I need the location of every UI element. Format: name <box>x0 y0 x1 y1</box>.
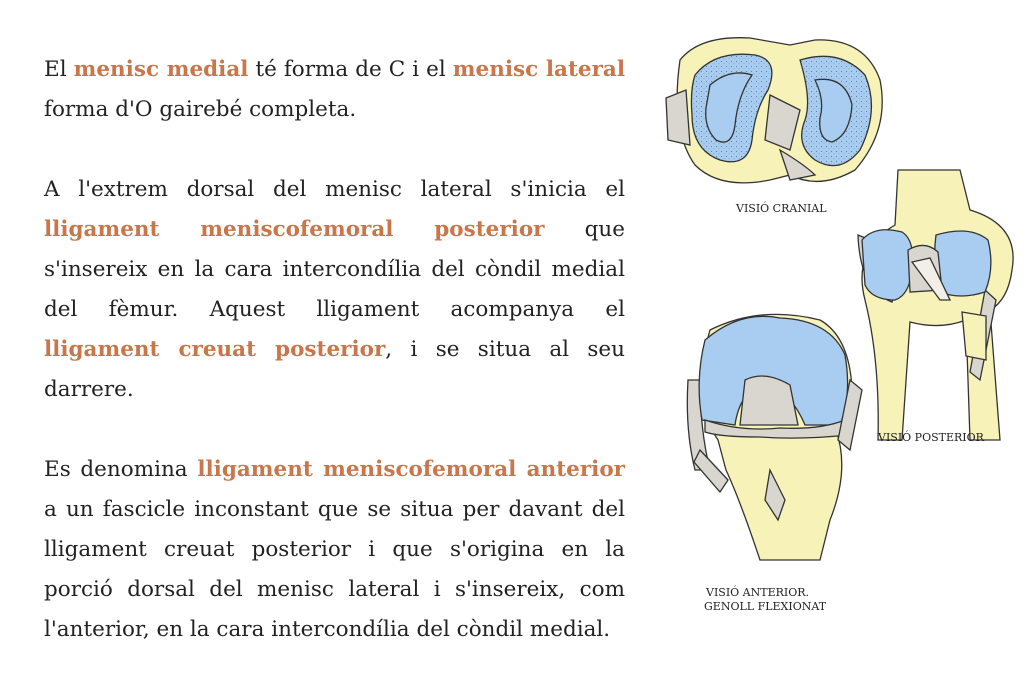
paragraph-text: que s'insereix en la cara intercondília del còndil medial del fèmur. Aquest lligament acompanya el <box>44 217 625 322</box>
anterior-view-caption-line1: VISIÓ ANTERIOR. <box>706 586 810 599</box>
cranial-view-drawing <box>666 38 882 183</box>
posterior-view-caption: VISIÓ POSTERIOR <box>878 431 984 444</box>
paragraph-anterior-ligament <box>44 450 625 650</box>
knee-illustrations <box>640 0 1024 658</box>
highlighted-term: lligament meniscofemoral anterior <box>197 457 625 482</box>
paragraph-text: , i se situa al seu darrere. <box>44 337 625 402</box>
highlighted-term: menisc lateral <box>452 57 625 82</box>
paragraph-text: té forma de C i el <box>248 57 453 82</box>
paragraph-text: Es denomina <box>44 457 198 482</box>
paragraph-text: forma d'O gairebé completa. <box>44 97 357 122</box>
knee-drawing <box>640 0 1024 658</box>
paragraph-meniscus-shape <box>44 50 625 130</box>
cranial-view-caption: VISIÓ CRANIAL <box>736 202 827 215</box>
paragraph-text: a un fascicle inconstant que se situa per davant del lligament creuat posterior i que s'origina en la porció dorsal del menisc lateral i s'insereix, com l'anterior, en la cara intercondília del còndil medial. <box>44 497 625 642</box>
anterior-view-drawing <box>687 314 862 560</box>
posterior-view-drawing <box>858 170 1013 440</box>
text-column <box>44 50 625 690</box>
highlighted-term: lligament creuat posterior <box>44 337 386 362</box>
paragraph-text: El <box>44 57 74 82</box>
paragraph-posterior-ligament <box>44 170 625 410</box>
anterior-view-caption-line2: GENOLL FLEXIONAT <box>704 600 827 613</box>
highlighted-term: menisc medial <box>73 57 249 82</box>
paragraph-text: A l'extrem dorsal del menisc lateral s'inicia el <box>44 177 625 202</box>
highlighted-term: lligament meniscofemoral posterior <box>44 217 545 242</box>
